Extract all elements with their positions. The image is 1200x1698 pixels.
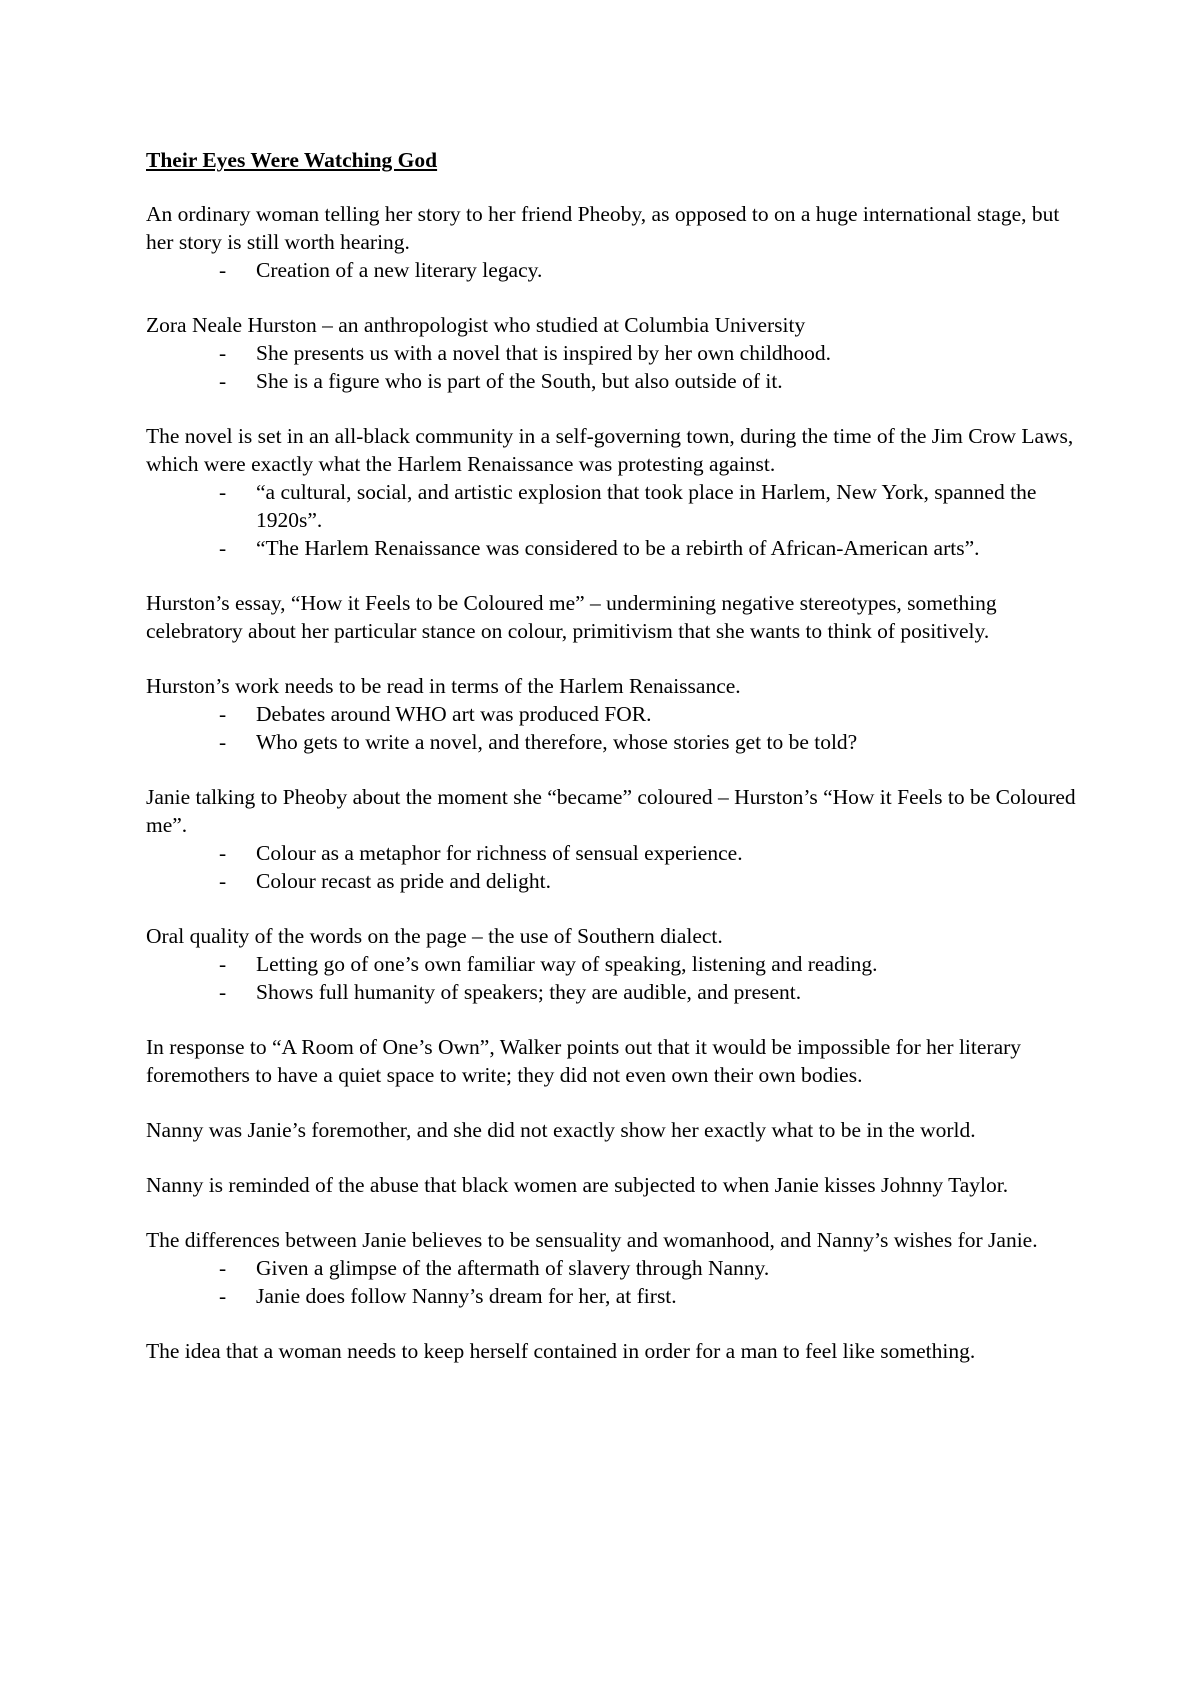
document-sections [146, 200, 1076, 1365]
note-paragraph: Janie talking to Pheoby about the moment she “became” coloured – Hurston’s “How it Feels to be Coloured me”. [146, 785, 1076, 837]
bullet-list [146, 839, 1076, 895]
note-paragraph: Nanny is reminded of the abuse that black women are subjected to when Janie kisses Johnny Taylor. [146, 1173, 1009, 1197]
dash-bullet-icon: - [219, 730, 227, 754]
document-body [146, 146, 1076, 1392]
note-section [146, 672, 1076, 756]
bullet-item [146, 728, 1076, 756]
bullet-text: Creation of a new literary legacy. [256, 258, 543, 282]
bullet-text: Debates around WHO art was produced FOR. [256, 702, 652, 726]
dash-bullet-icon: - [219, 480, 227, 504]
bullet-item [146, 478, 1076, 534]
bullet-text: Janie does follow Nanny’s dream for her, at first. [256, 1284, 677, 1308]
bullet-text: She is a figure who is part of the South, but also outside of it. [256, 369, 783, 393]
bullet-list [146, 339, 1076, 395]
note-paragraph: The novel is set in an all-black community in a self-governing town, during the time of the Jim Crow Laws, which were exactly what the Harlem Renaissance was protesting against. [146, 424, 1074, 476]
bullet-list [146, 700, 1076, 756]
dash-bullet-icon: - [219, 369, 227, 393]
dash-bullet-icon: - [219, 869, 227, 893]
bullet-item [146, 534, 1076, 562]
bullet-item [146, 1254, 1076, 1282]
bullet-list [146, 478, 1076, 562]
note-section [146, 422, 1076, 562]
note-paragraph: An ordinary woman telling her story to her friend Pheoby, as opposed to on a huge international stage, but her story is still worth hearing. [146, 202, 1060, 254]
bullet-text: Colour recast as pride and delight. [256, 869, 551, 893]
bullet-list [146, 1254, 1076, 1310]
bullet-text: She presents us with a novel that is inspired by her own childhood. [256, 341, 832, 365]
note-section [146, 1171, 1076, 1199]
bullet-list [146, 256, 1076, 284]
note-section [146, 1033, 1076, 1089]
note-section [146, 1337, 1076, 1365]
note-section [146, 922, 1076, 1006]
note-section [146, 1116, 1076, 1144]
bullet-text: Colour as a metaphor for richness of sensual experience. [256, 841, 743, 865]
dash-bullet-icon: - [219, 1256, 227, 1280]
bullet-text: Given a glimpse of the aftermath of slavery through Nanny. [256, 1256, 770, 1280]
dash-bullet-icon: - [219, 341, 227, 365]
note-paragraph: The idea that a woman needs to keep herself contained in order for a man to feel like something. [146, 1339, 976, 1363]
dash-bullet-icon: - [219, 980, 227, 1004]
note-section [146, 589, 1076, 645]
bullet-text: Letting go of one’s own familiar way of speaking, listening and reading. [256, 952, 878, 976]
bullet-item [146, 1282, 1076, 1310]
bullet-item [146, 950, 1076, 978]
bullet-list [146, 950, 1076, 1006]
bullet-item [146, 978, 1076, 1006]
bullet-item [146, 839, 1076, 867]
note-section [146, 200, 1076, 284]
note-paragraph: Hurston’s essay, “How it Feels to be Coloured me” – undermining negative stereotypes, something celebratory about her particular stance on colour, primitivism that she wants to think of positively. [146, 591, 997, 643]
dash-bullet-icon: - [219, 841, 227, 865]
dash-bullet-icon: - [219, 952, 227, 976]
dash-bullet-icon: - [219, 1284, 227, 1308]
note-section [146, 783, 1076, 895]
bullet-item [146, 256, 1076, 284]
note-paragraph: In response to “A Room of One’s Own”, Walker points out that it would be impossible for her literary foremothers to have a quiet space to write; they did not even own their own bodies. [146, 1035, 1022, 1087]
dash-bullet-icon: - [219, 702, 227, 726]
bullet-text: “The Harlem Renaissance was considered to be a rebirth of African-American arts”. [256, 536, 980, 560]
note-section [146, 1226, 1076, 1310]
bullet-item [146, 339, 1076, 367]
bullet-item [146, 367, 1076, 395]
note-paragraph: Hurston’s work needs to be read in terms of the Harlem Renaissance. [146, 674, 741, 698]
bullet-item [146, 700, 1076, 728]
bullet-text: Who gets to write a novel, and therefore, whose stories get to be told? [256, 730, 858, 754]
document-title: Their Eyes Were Watching God [146, 148, 438, 172]
note-section [146, 311, 1076, 395]
bullet-text: Shows full humanity of speakers; they are audible, and present. [256, 980, 802, 1004]
bullet-item [146, 867, 1076, 895]
dash-bullet-icon: - [219, 536, 227, 560]
note-paragraph: Nanny was Janie’s foremother, and she did not exactly show her exactly what to be in the world. [146, 1118, 976, 1142]
note-paragraph: The differences between Janie believes to be sensuality and womanhood, and Nanny’s wishes for Janie. [146, 1228, 1038, 1252]
dash-bullet-icon: - [219, 258, 227, 282]
note-paragraph: Zora Neale Hurston – an anthropologist who studied at Columbia University [146, 313, 806, 337]
note-paragraph: Oral quality of the words on the page – the use of Southern dialect. [146, 924, 723, 948]
bullet-text: “a cultural, social, and artistic explosion that took place in Harlem, New York, spanned the 1920s”. [256, 480, 1037, 532]
